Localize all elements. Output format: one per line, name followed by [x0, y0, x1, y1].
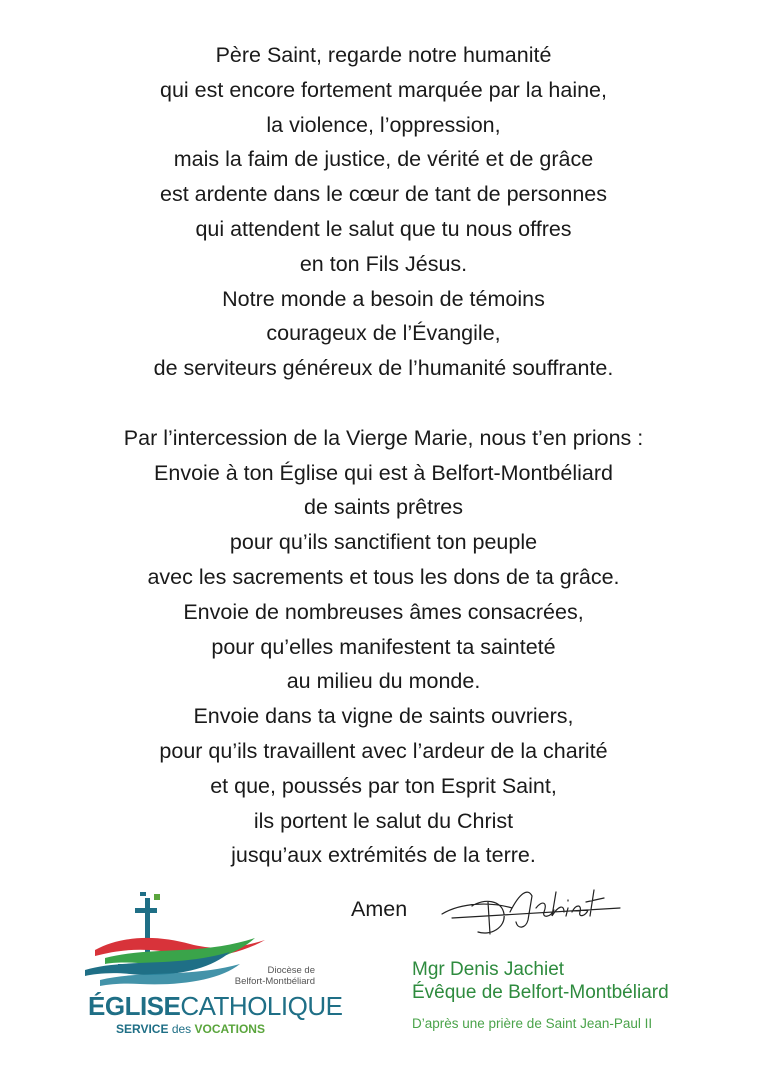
diocese-line: Belfort-Montbéliard [234, 976, 315, 987]
prayer-line: de saints prêtres [304, 495, 463, 520]
prayer-line: Père Saint, regarde notre humanité [215, 43, 552, 67]
prayer-line: qui est encore fortement marquée par la haine, [160, 77, 607, 102]
prayer-line: Envoie de nombreuses âmes consacrées, [183, 599, 584, 624]
prayer-line: Notre monde a besoin de témoins [222, 286, 545, 311]
prayer-line: est ardente dans le cœur de tant de personnes [160, 182, 607, 207]
prayer-line: Par l’intercession de la Vierge Marie, nous t’en prions : [123, 425, 644, 450]
stanza-gap [0, 386, 767, 421]
source-credit: D’après une prière de Saint Jean-Paul II [412, 1016, 653, 1031]
prayer-line: en ton Fils Jésus. [299, 251, 468, 276]
brand-word-eglise: ÉGLISE [88, 991, 181, 1021]
prayer-line: pour qu’elles manifestent ta sainteté [211, 634, 556, 659]
signatory-block [412, 958, 669, 1004]
prayer-line: la violence, l’oppression, [266, 112, 501, 137]
prayer-line: courageux de l’Évangile, [266, 321, 501, 346]
service-label [116, 1022, 316, 1036]
diocese-line: Diocèse de [267, 965, 315, 976]
prayer-line: Envoie à ton Église qui est à Belfort-Montbéliard [154, 460, 613, 485]
prayer-line: pour qu’ils sanctifient ton peuple [229, 530, 538, 555]
service-word: des [171, 1022, 192, 1036]
amen-text: Amen [351, 897, 408, 921]
signatory-name: Mgr Denis Jachiet [412, 959, 565, 980]
signatory-title: Évêque de Belfort-Montbéliard [412, 982, 669, 1003]
prayer-line: pour qu’ils travaillent avec l’ardeur de la charité [159, 738, 608, 763]
prayer-line: qui attendent le salut que tu nous offres [195, 216, 572, 241]
prayer-line: mais la faim de justice, de vérité et de grâce [173, 147, 594, 172]
brand-wordmark [88, 991, 343, 1021]
prayer-line: Envoie dans ta vigne de saints ouvriers, [193, 704, 574, 729]
prayer-text [0, 38, 767, 873]
signature-icon [432, 872, 622, 942]
prayer-line: et que, poussés par ton Esprit Saint, [210, 773, 557, 798]
prayer-line: au milieu du monde. [286, 669, 481, 694]
prayer-line: ils portent le salut du Christ [253, 808, 514, 833]
service-word: SERVICE [116, 1022, 169, 1036]
prayer-line: de serviteurs généreux de l’humanité souffrante. [153, 356, 614, 381]
service-word-vocations: VOCATIONS [194, 1022, 265, 1036]
prayer-line: avec les sacrements et tous les dons de ta grâce. [147, 564, 620, 589]
brand-word-catholique: CATHOLIQUE [180, 991, 343, 1021]
diocese-label [155, 965, 315, 987]
prayer-line: jusqu’aux extrémités de la terre. [231, 843, 536, 868]
